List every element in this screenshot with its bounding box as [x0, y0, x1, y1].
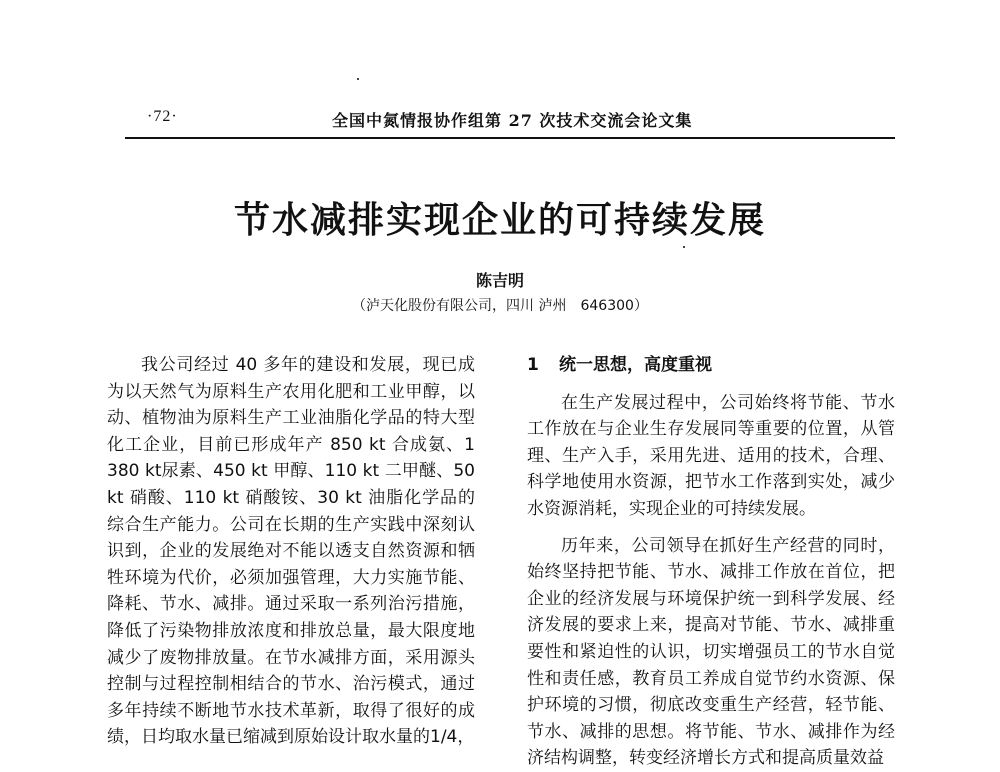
right-column [527, 352, 895, 772]
scan-speck [357, 78, 359, 80]
paper-title: 节水减排实现企业的可持续发展 [233, 199, 766, 241]
body-paragraph: 在生产发展过程中，公司始终将节能、节水工作放在与企业生存发展同等重要的位置，从管理、生产入手，采用先进、适用的技术，合理、科学地使用水资源，把节水工作落到实处，减少水资源消耗，实现企业的可持续发展。 [527, 392, 895, 519]
author-name: 陈吉明 [475, 271, 524, 290]
body-paragraph: 历年来，公司领导在抓好生产经营的同时，始终坚持把节能、节水、减排工作放在首位，把企业的经济发展与环境保护统一到科学发展、经济发展的要求上来，提高对节能、节水、减排重要性和紧迫性的认识，切实增强员工的节水自觉性和责任感，教育员工养成自觉节约水资源、保护环境的习惯，彻底改变重生产经营，轻节能、节水、减排的思想。将节能、节水、减排作为经济结构调整，转变经济增长方式和提高质量效益 [527, 535, 895, 769]
intro-paragraph: 我公司经过 40 多年的建设和发展，现已成为以天然气为原料生产农用化肥和工业甲醇，以动、植物油为原料生产工业油脂化学品的特大型化工企业，目前已形成年产 850 kt 合成氨、1 380 kt尿素、450 kt 甲醇、110 kt 二甲醚、50 kt 硝酸、110 kt 硝酸铵、30 kt 油脂化学品的综合生产能力。公司在长期的生产实践中深刻认识到，企业的发展绝对不能以透支自然资源和牺牲环境为代价，必须加强管理，大力实施节能、降耗、节水、减排。通过采取一系列治污措施，降低了污染物排放浓度和排放总量，最大限度地减少了废物排放量。在节水减排方面，采用源头控制与过程控制相结合的节水、治污模式，通过多年持续不断地节水技术革新，取得了很好的成绩，日均取水量已缩减到原始设计取水量的1/4， [107, 355, 475, 748]
scan-speck [683, 246, 685, 248]
header-rule [125, 137, 895, 139]
page-number: ·72· [147, 108, 178, 125]
section-title: 统一思想，高度重视 [559, 355, 712, 375]
running-head [125, 108, 895, 134]
journal-title: 全国中氮情报协作组第 27 次技术交流会论文集 [332, 111, 693, 130]
section-heading [527, 352, 895, 379]
section-number: 1 [527, 355, 539, 375]
left-column [107, 352, 475, 751]
author-affiliation: （泸天化股份有限公司，四川 泸州 646300） [352, 298, 648, 314]
